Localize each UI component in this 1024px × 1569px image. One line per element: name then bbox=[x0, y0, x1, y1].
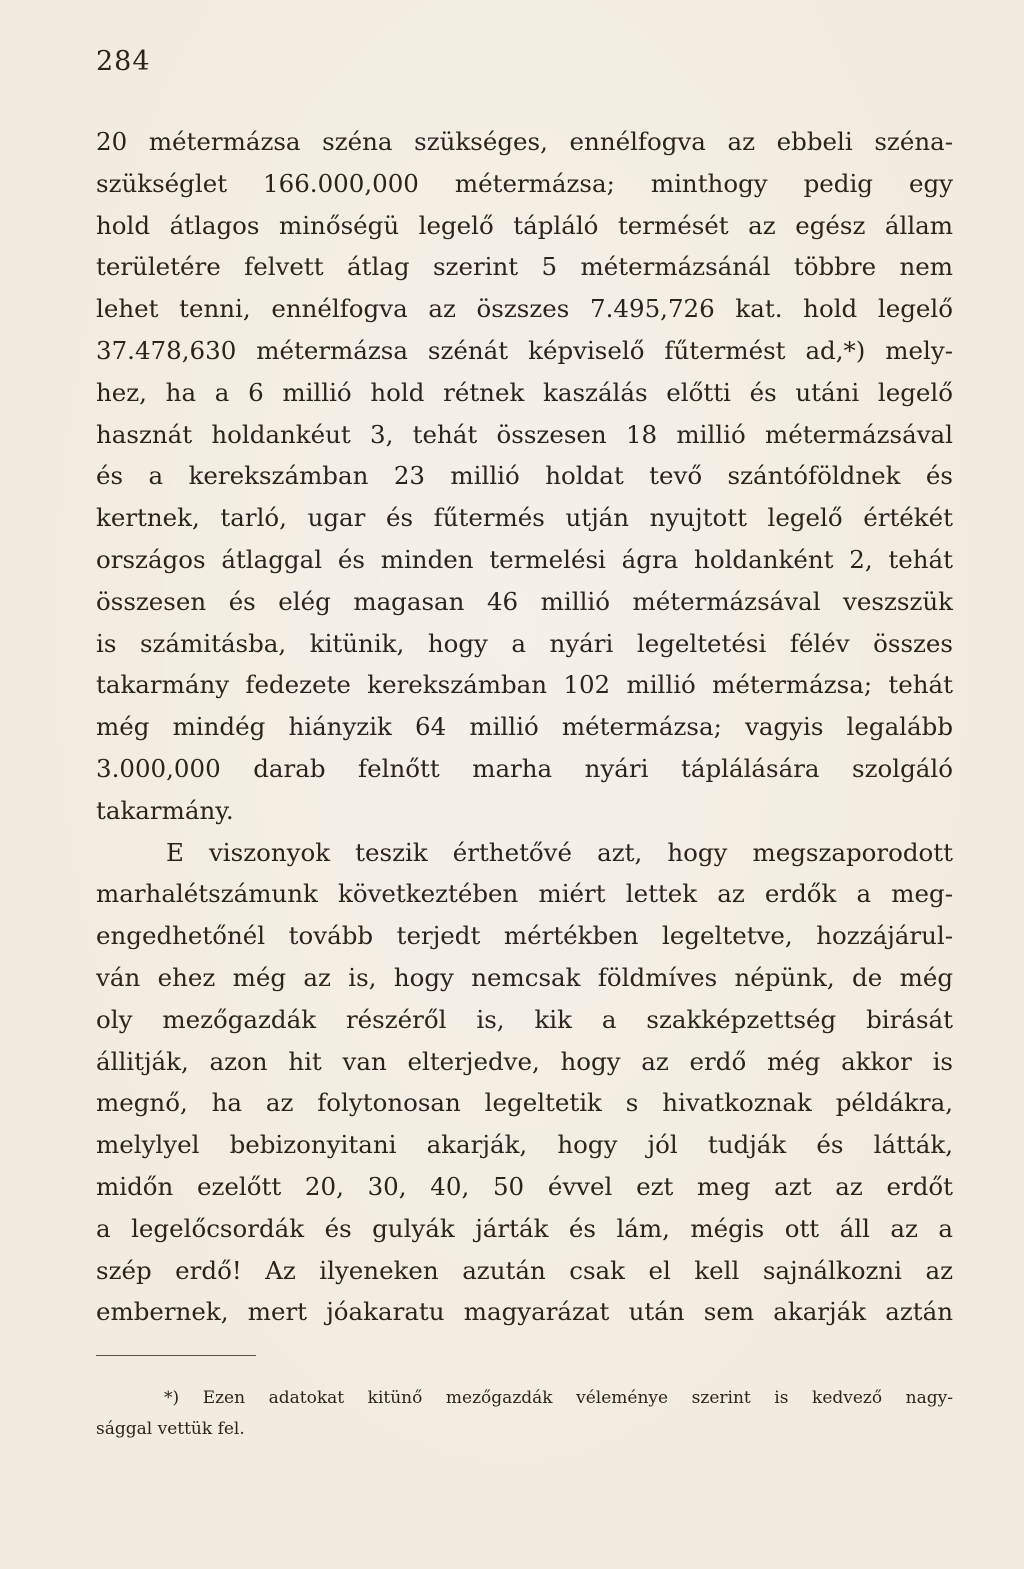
text-line: hold átlagos minőségü legelő tápláló termését az egész állam bbox=[96, 210, 953, 240]
text-line: szükséglet 166.000,000 métermázsa; minthogy pedig egy bbox=[96, 168, 953, 198]
footnote-divider bbox=[96, 1355, 256, 1356]
text-line: ván ehez még az is, hogy nemcsak földmíves népünk, de még bbox=[96, 962, 953, 992]
text-line: melylyel bebizonyitani akarják, hogy jól tudják és látták, bbox=[96, 1130, 953, 1160]
text-line: marhalétszámunk következtében miért lettek az erdők a meg- bbox=[96, 879, 953, 909]
text-line: lehet tenni, ennélfogva az öszszes 7.495,726 kat. hold legelő bbox=[96, 294, 953, 324]
text-line: 3.000,000 darab felnőtt marha nyári táplálására szolgáló bbox=[96, 753, 953, 783]
text-line: 37.478,630 métermázsa szénát képviselő fűtermést ad,*) mely- bbox=[96, 335, 953, 365]
text-line: és a kerekszámban 23 millió holdat tevő szántóföldnek és bbox=[96, 461, 953, 491]
footnote-line: *) Ezen adatokat kitünő mezőgazdák véleménye szerint is kedvező nagy- bbox=[164, 1388, 953, 1408]
text-line: takarmány. bbox=[96, 795, 234, 825]
page-number: 284 bbox=[96, 46, 151, 77]
body-text bbox=[96, 121, 953, 1333]
footnote-line: sággal vettük fel. bbox=[96, 1419, 245, 1439]
text-line: midőn ezelőtt 20, 30, 40, 50 évvel ezt meg azt az erdőt bbox=[96, 1171, 953, 1201]
text-line: oly mezőgazdák részéről is, kik a szakképzettség birását bbox=[96, 1004, 953, 1034]
text-line: takarmány fedezete kerekszámban 102 millió métermázsa; tehát bbox=[96, 670, 953, 700]
text-line: engedhetőnél tovább terjedt mértékben legeltetve, hozzájárul- bbox=[96, 921, 953, 951]
text-line: szép erdő! Az ilyeneken azután csak el kell sajnálkozni az bbox=[96, 1255, 953, 1285]
text-line: hasznát holdankéut 3, tehát összesen 18 millió métermázsával bbox=[96, 419, 953, 449]
text-line: 20 métermázsa széna szükséges, ennélfogva az ebbeli széna- bbox=[96, 127, 953, 156]
paragraph-2 bbox=[96, 832, 953, 1334]
text-line: területére felvett átlag szerint 5 métermázsánál többre nem bbox=[96, 252, 953, 282]
text-line: országos átlaggal és minden termelési ágra holdanként 2, tehát bbox=[96, 544, 953, 574]
paragraph-1 bbox=[96, 121, 953, 832]
text-line: kertnek, tarló, ugar és fűtermés utján nyujtott legelő értékét bbox=[96, 503, 953, 533]
text-line: állitják, azon hit van elterjedve, hogy az erdő még akkor is bbox=[96, 1046, 953, 1076]
text-line: még mindég hiányzik 64 millió métermázsa; vagyis legalább bbox=[96, 712, 953, 742]
text-line: hez, ha a 6 millió hold rétnek kaszálás előtti és utáni legelő bbox=[96, 377, 953, 407]
text-line: E viszonyok teszik érthetővé azt, hogy megszaporodott bbox=[166, 837, 953, 867]
footnote bbox=[96, 1383, 953, 1445]
text-line: embernek, mert jóakaratu magyarázat után sem akarják aztán bbox=[96, 1297, 953, 1327]
text-line: megnő, ha az folytonosan legeltetik s hivatkoznak példákra, bbox=[96, 1088, 953, 1118]
text-line: összesen és elég magasan 46 millió métermázsával veszszük bbox=[96, 586, 953, 616]
text-line: a legelőcsordák és gulyák járták és lám, mégis ott áll az a bbox=[96, 1213, 953, 1243]
text-line: is számitásba, kitünik, hogy a nyári legeltetési félév összes bbox=[96, 628, 953, 658]
